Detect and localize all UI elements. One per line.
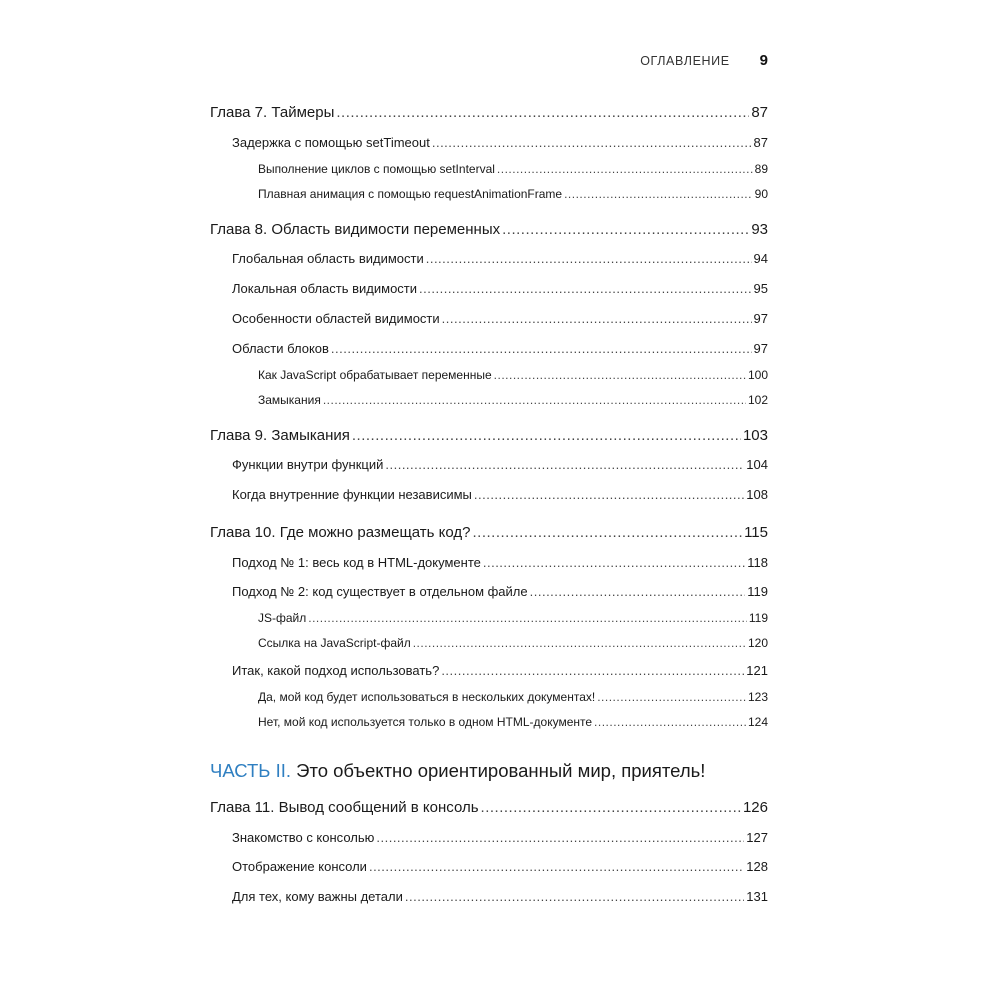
toc-entry-title: Итак, какой подход использовать? xyxy=(232,663,440,678)
toc-section-entry xyxy=(232,251,768,266)
toc-entry-title: Особенности областей видимости xyxy=(232,311,440,326)
toc-entry-title: Локальная область видимости xyxy=(232,281,418,296)
toc-subsection-entry xyxy=(258,162,768,176)
toc-entry-title: Выполнение циклов с помощью setInterval xyxy=(258,162,495,176)
toc-subsection-entry xyxy=(258,187,768,201)
toc-section-entry xyxy=(232,135,768,150)
dot-leader xyxy=(483,555,745,570)
toc-entry-title: Нет, мой код используется только в одном HTML-документе xyxy=(258,715,593,729)
toc-chapter-entry xyxy=(210,221,768,238)
toc-section-entry xyxy=(232,584,768,599)
toc-entry-page: 97 xyxy=(753,311,768,326)
toc-entry-page: 121 xyxy=(746,663,768,678)
toc-entry-title: Ссылка на JavaScript-файл xyxy=(258,636,411,650)
toc-subsection-entry xyxy=(258,393,768,407)
toc-entry-title: Для тех, кому важны детали xyxy=(232,889,403,904)
toc-entry-page: 124 xyxy=(747,715,768,729)
toc-section-entry xyxy=(232,555,768,570)
dot-leader xyxy=(594,715,746,729)
dot-leader xyxy=(497,162,753,176)
part-title: Это объектно ориентированный мир, приятель! xyxy=(296,760,706,781)
dot-leader xyxy=(473,524,743,541)
dot-leader xyxy=(597,690,746,704)
toc-entry-page: 93 xyxy=(751,221,768,238)
toc-entry-page: 89 xyxy=(754,162,768,176)
dot-leader xyxy=(376,830,744,845)
toc-entry-page: 90 xyxy=(754,187,768,201)
dot-leader xyxy=(481,799,741,816)
toc-entry-page: 118 xyxy=(747,555,768,570)
dot-leader xyxy=(564,187,753,201)
toc-entry-page: 131 xyxy=(746,889,768,904)
dot-leader xyxy=(331,341,752,356)
toc-entry-page: 120 xyxy=(747,636,768,650)
toc-section-entry xyxy=(232,830,768,845)
toc-section-entry xyxy=(232,487,768,502)
dot-leader xyxy=(432,135,752,150)
toc-entry-page: 119 xyxy=(747,584,768,599)
dot-leader xyxy=(405,889,744,904)
toc-entry-page: 95 xyxy=(753,281,768,296)
toc-entry-page: 103 xyxy=(742,427,768,444)
dot-leader xyxy=(369,859,744,874)
toc-entry-title: Глава 11. Вывод сообщений в консоль xyxy=(210,799,479,816)
toc-entry-page: 94 xyxy=(753,251,768,266)
dot-leader xyxy=(336,104,749,121)
toc-subsection-entry xyxy=(258,690,768,704)
toc-section-entry xyxy=(232,457,768,472)
toc-subsection-entry xyxy=(258,715,768,729)
toc-chapter-entry xyxy=(210,799,768,816)
toc-subsection-entry xyxy=(258,368,768,382)
toc-entry-title: JS-файл xyxy=(258,611,307,625)
toc-entry-title: Когда внутренние функции независимы xyxy=(232,487,472,502)
toc-entry-page: 108 xyxy=(746,487,768,502)
toc-entry-page: 87 xyxy=(753,135,768,150)
toc-subsection-entry xyxy=(258,611,768,625)
toc-entry-page: 126 xyxy=(742,799,768,816)
toc-section-entry xyxy=(232,281,768,296)
toc-entry-page: 97 xyxy=(753,341,768,356)
toc-entry-title: Знакомство с консолью xyxy=(232,830,375,845)
dot-leader xyxy=(308,611,747,625)
dot-leader xyxy=(426,251,752,266)
page-number: 9 xyxy=(759,52,768,69)
dot-leader xyxy=(530,584,746,599)
toc-entry-page: 104 xyxy=(746,457,768,472)
toc-entry-title: Отображение консоли xyxy=(232,859,367,874)
dot-leader xyxy=(413,636,746,650)
dot-leader xyxy=(385,457,744,472)
toc-entry-title: Да, мой код будет использоваться в нескольких документах! xyxy=(258,690,596,704)
toc-entry-title: Плавная анимация с помощью requestAnimationFrame xyxy=(258,187,563,201)
toc-entry-title: Области блоков xyxy=(232,341,329,356)
toc-entry-page: 102 xyxy=(747,393,768,407)
toc-entry-page: 123 xyxy=(747,690,768,704)
toc-entry-page: 115 xyxy=(744,524,768,541)
toc-entry-page: 87 xyxy=(751,104,768,121)
toc-entry-title: Подход № 1: весь код в HTML-документе xyxy=(232,555,481,570)
part-label: ЧАСТЬ II. xyxy=(210,760,292,781)
running-header-title: ОГЛАВЛЕНИЕ xyxy=(640,54,730,68)
toc-section-entry xyxy=(232,663,768,678)
toc-entry-title: Подход № 2: код существует в отдельном файле xyxy=(232,584,528,599)
toc-entry-page: 127 xyxy=(746,830,768,845)
dot-leader xyxy=(323,393,746,407)
toc-entry-title: Глава 9. Замыкания xyxy=(210,427,350,444)
toc-entry-title: Глава 7. Таймеры xyxy=(210,104,335,121)
toc-entry-title: Глава 8. Область видимости переменных xyxy=(210,221,501,238)
toc-subsection-entry xyxy=(258,636,768,650)
toc-section-entry xyxy=(232,859,768,874)
toc-entry-title: Функции внутри функций xyxy=(232,457,384,472)
dot-leader xyxy=(474,487,744,502)
toc-entry-title: Глава 10. Где можно размещать код? xyxy=(210,524,471,541)
running-header xyxy=(640,52,768,69)
toc-section-entry xyxy=(232,341,768,356)
dot-leader xyxy=(352,427,741,444)
toc-entry-page: 100 xyxy=(747,368,768,382)
dot-leader xyxy=(419,281,752,296)
dot-leader xyxy=(442,311,752,326)
toc-chapter-entry xyxy=(210,524,768,541)
toc-chapter-entry xyxy=(210,104,768,121)
part-heading xyxy=(210,760,705,782)
toc-entry-title: Глобальная область видимости xyxy=(232,251,424,266)
toc-entry-title: Задержка с помощью setTimeout xyxy=(232,135,430,150)
toc-section-entry xyxy=(232,889,768,904)
toc-section-entry xyxy=(232,311,768,326)
dot-leader xyxy=(502,221,749,238)
toc-chapter-entry xyxy=(210,427,768,444)
toc-entry-page: 119 xyxy=(748,611,768,625)
toc-entry-page: 128 xyxy=(746,859,768,874)
toc-entry-title: Как JavaScript обрабатывает переменные xyxy=(258,368,492,382)
dot-leader xyxy=(441,663,744,678)
toc-entry-title: Замыкания xyxy=(258,393,321,407)
dot-leader xyxy=(494,368,746,382)
